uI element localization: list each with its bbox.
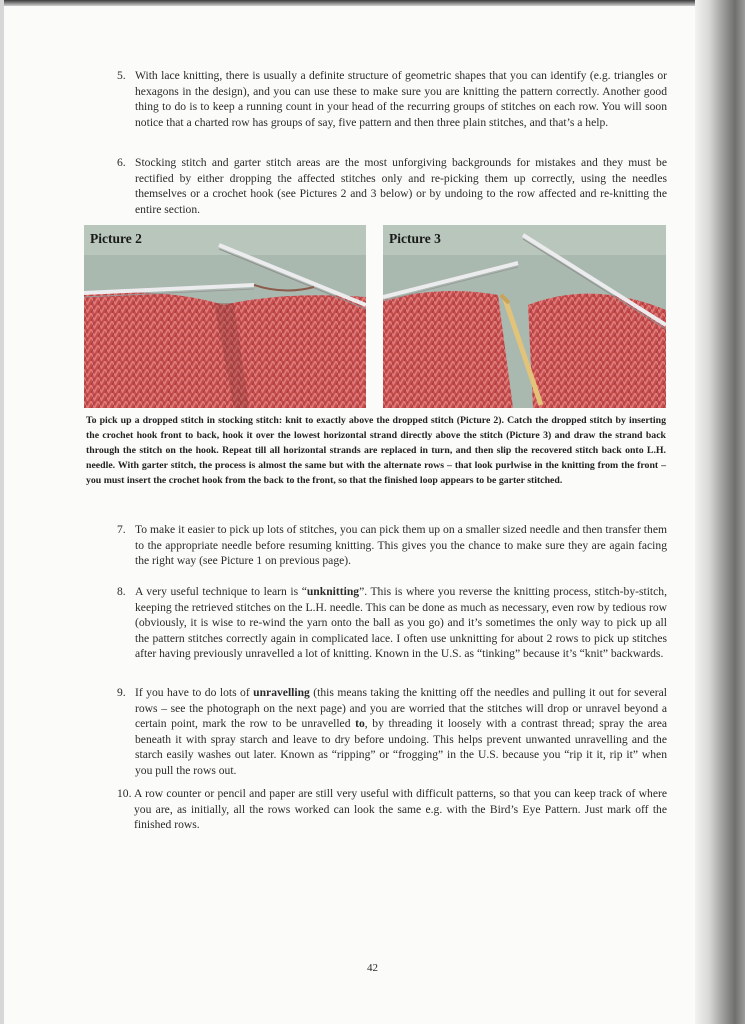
- item-text: Stocking stitch and garter stitch areas are the most unforgiving backgrounds for mistakes and they must be rectified by either dropping the affected stitches only and re-picking them up correctly, using the needles themselves or a crochet hook (see Pictures 2 and 3 below) or by undoing to the row affected and re-knitting the entire section.: [135, 156, 667, 216]
- item-number: 5.: [117, 69, 126, 82]
- text-run: If you have to do lots of: [135, 686, 254, 699]
- list-item-6: [117, 155, 667, 217]
- list-item-5: [117, 68, 667, 130]
- text-run: (this means taking the knitting off the needles and pulling it out for several rows – see the photograph on the next page) and you are worried that the stitches will drop or unravel beyond a certain point, mark the row to be unravelled: [135, 686, 667, 730]
- knitting-photo-icon: [84, 225, 366, 408]
- page-number: 42: [367, 962, 378, 974]
- picture-3-photo: [383, 225, 666, 408]
- scan-left-edge: [0, 0, 4, 1024]
- item-text: A row counter or pencil and paper are still very useful with difficult patterns, so that you can keep track of where you are, as initially, all the rows worked can look the same e.g. with the Bird’s Eye Pattern. Just mark off the finished rows.: [134, 787, 667, 831]
- scan-top-edge: [0, 0, 745, 6]
- bold-term: unknitting: [306, 585, 360, 598]
- item-number: 9.: [117, 686, 126, 699]
- bold-term: unravelling: [253, 686, 310, 699]
- text-run: A very useful technique to learn is “: [135, 585, 307, 598]
- picture-label: Picture 3: [389, 231, 441, 246]
- list-item-7: [117, 522, 667, 569]
- list-item-8: [117, 584, 667, 662]
- picture-label: Picture 2: [90, 231, 142, 246]
- picture-2-photo: [84, 225, 366, 408]
- item-text: To make it easier to pick up lots of stitches, you can pick them up on a smaller sized needle and then transfer them to the appropriate needle before resuming knitting. This gives you the chance to make sure they are again facing the right way (see Picture 1 on previous page).: [135, 523, 667, 567]
- text-run: , by threading it loosely with a contrast thread; spray the area beneath it with spray starch and leave to dry before undoing. This helps prevent unwanted unravelling and the starch easily washes out later. Known as “ripping” or “frogging” in the U.S. because you “rip it it, rip it” when you pull the rows out.: [135, 717, 667, 777]
- item-text: [135, 584, 667, 662]
- knitting-photo-icon: [383, 225, 666, 408]
- item-number: 10.: [117, 787, 132, 800]
- list-item-9: [117, 685, 667, 778]
- item-text: [135, 685, 667, 778]
- book-spine-shadow: [695, 0, 745, 1024]
- picture-caption: To pick up a dropped stitch in stocking stitch: knit to exactly above the dropped stitch (Picture 2). Catch the dropped stitch by inserting the crochet hook front to back, hook it over the lowest horizontal strand directly above the stitch (Picture 3) and draw the strand back through the stitch on the hook. Repeat till all horizontal strands are replaced in turn, and then slip the recovered stitch back onto L.H. needle. With garter stitch, the process is almost the same but with the alternate rows – that look purlwise in the knitting from the front – you must insert the crochet hook from the back to the front, so that the finished loop appears to be garter stitched.: [86, 415, 666, 486]
- bold-term: to: [355, 717, 365, 730]
- item-number: 7.: [117, 523, 126, 536]
- list-item-10: [117, 786, 667, 833]
- item-number: 8.: [117, 585, 126, 598]
- item-text: With lace knitting, there is usually a definite structure of geometric shapes that you can identify (e.g. triangles or hexagons in the design), and you can use these to make sure you are knitting the pattern correctly. Another good thing to do is to keep a running count in your head of the recurring groups of stitches on each row. You will soon notice that a charted row has groups of say, five pattern and then three plain stitches, and that’s a help.: [135, 69, 667, 129]
- text-run: ”. This is where you reverse the knitting process, stitch-by-stitch, keeping the retrieved stitches on the L.H. needle. This can be done as much as necessary, even row by tedious row (obviously, it is wise to re-wind the yarn onto the ball as you go) and it’s sometimes the only way to pick up all the pattern stitches correctly again in complicated lace. I often use unknitting for about 2 rows to pick up stitches after having previously unravelled a lot of knitting. Known in the U.S. as “tinking” because it’s “knit” backwards.: [135, 585, 667, 660]
- item-number: 6.: [117, 156, 126, 169]
